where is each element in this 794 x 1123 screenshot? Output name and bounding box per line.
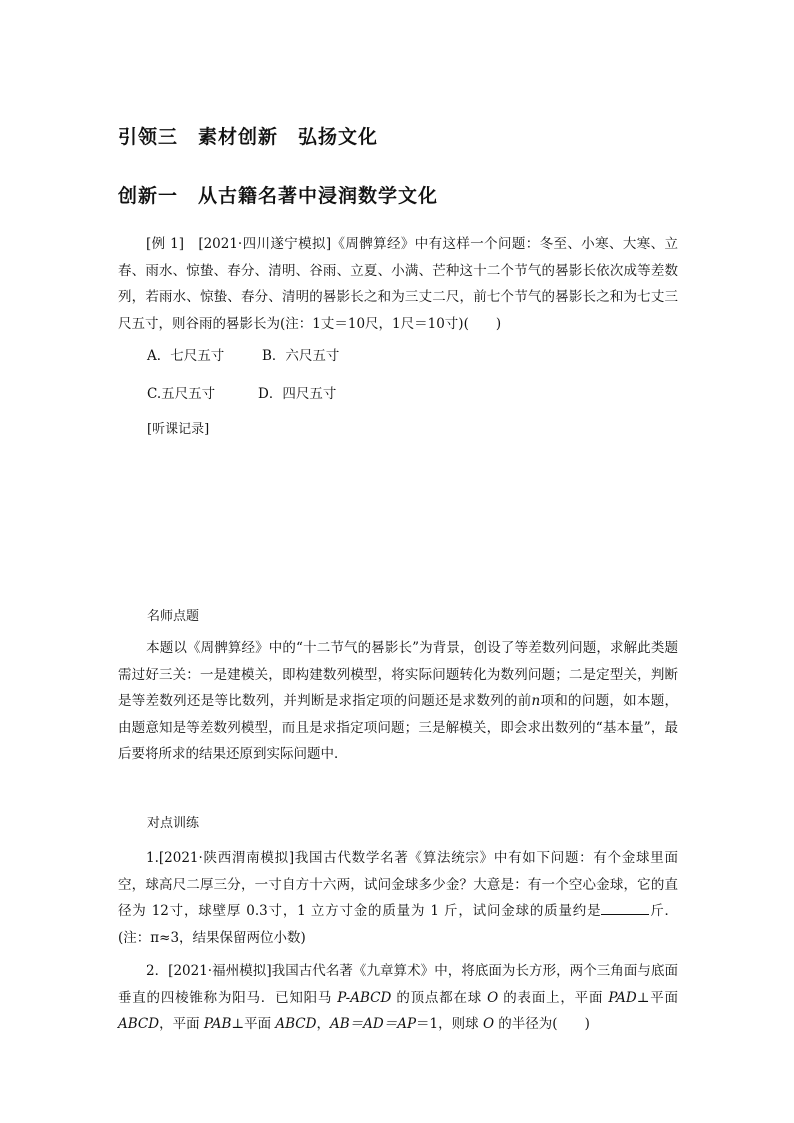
q2-var-pad: PAD (608, 989, 637, 1006)
q2-var-abcd-2: ABCD (275, 1016, 317, 1032)
q2-var-o: O (487, 989, 499, 1006)
option-d: D．四尺五寸 (258, 386, 337, 402)
q1-text: 1.[2021·陕西渭南模拟]我国古代数学名著《算法统宗》中有如下问题：有个金球里面空，球高尺二厚三分，一寸自方十六两，试问金球多少金？大意是：有一个空心金球，它的直径为 12寸，球壁厚 0.3寸，1 立方寸金的质量为 1 斤，试问金球的质量约是 (118, 850, 678, 919)
q2-text-9: 的半径为( ) (494, 1016, 590, 1032)
variable-n: n (531, 693, 541, 709)
teacher-note-title: 名师点题 (147, 609, 200, 624)
practice-question-1 (118, 845, 678, 951)
q2-text-2: 的顶点都在球 (391, 989, 488, 1006)
practice-title: 对点训练 (147, 816, 200, 831)
q2-text-4: ⊥平面 (636, 989, 679, 1006)
example-1-question (118, 231, 678, 337)
q2-text-5: ，平面 (159, 1016, 204, 1032)
q2-text-8: ＝1，则球 (416, 1016, 483, 1032)
q2-text-7: ， (316, 1016, 330, 1032)
teacher-note-text (118, 635, 678, 768)
q1-tail: 斤．(注：π≈3，结果保留两位小数) (118, 903, 678, 946)
example-tag: [例 1] (146, 236, 185, 252)
q2-var-o-2: O (482, 1016, 495, 1032)
option-b: B．六尺五寸 (262, 348, 340, 364)
q2-var-abcd: ABCD (118, 1016, 160, 1032)
q2-text-1: 2．[2021·福州模拟]我国古代名著《九章算术》中，将底面为长方形，两个三角面与底面垂直的四棱锥称为阳马．已知阳马 (118, 963, 678, 1006)
subsection-heading: 创新一 从古籍名著中浸润数学文化 (118, 185, 439, 207)
option-a: A．七尺五寸 (147, 348, 225, 364)
q2-text-6: ⊥平面 (231, 1016, 276, 1032)
q2-var-pabcd: P-ABCD (337, 989, 392, 1006)
section-heading: 引领三 素材创新 弘扬文化 (118, 126, 379, 148)
example-text: [2021·四川遂宁模拟]《周髀算经》中有这样一个问题：冬至、小寒、大寒、立春、雨水、惊蛰、春分、清明、谷雨、立夏、小满、芒种这十二个节气的晷影长依次成等差数列，若雨水、惊蛰、春分、清明的晷影长之和为三丈二尺，前七个节气的晷影长之和为七丈三尺五寸，则谷雨的晷影长为(注：1丈＝10尺，1尺＝10寸)( ) (118, 236, 679, 332)
option-c: C.五尺五寸 (147, 386, 216, 402)
lecture-record-label: [听课记录] (147, 422, 210, 437)
practice-question-2 (118, 958, 678, 1038)
q2-var-pab: PAB (203, 1016, 232, 1032)
q2-var-equation: AB＝AD＝AP (329, 1016, 417, 1032)
note-text-part-1: 本题以《周髀算经》中的“十二节气的晷影长”为背景，创设了等差数列问题，求解此类题需过好三关：一是建模关，即构建数列模型，将实际问题转化为数列问题；二是定型关，判断是等差数列还是等比数列，并判断是求指定项的问题还是求数列的前 (118, 640, 678, 709)
note-text-part-2: 项和的问题，如本题，由题意知是等差数列模型，而且是求指定项问题；三是解模关，即会求出数列的“基本量”，最后要将所求的结果还原到实际问题中． (118, 693, 679, 762)
q2-text-3: 的表面上，平面 (498, 989, 609, 1006)
answer-blank (601, 900, 649, 915)
